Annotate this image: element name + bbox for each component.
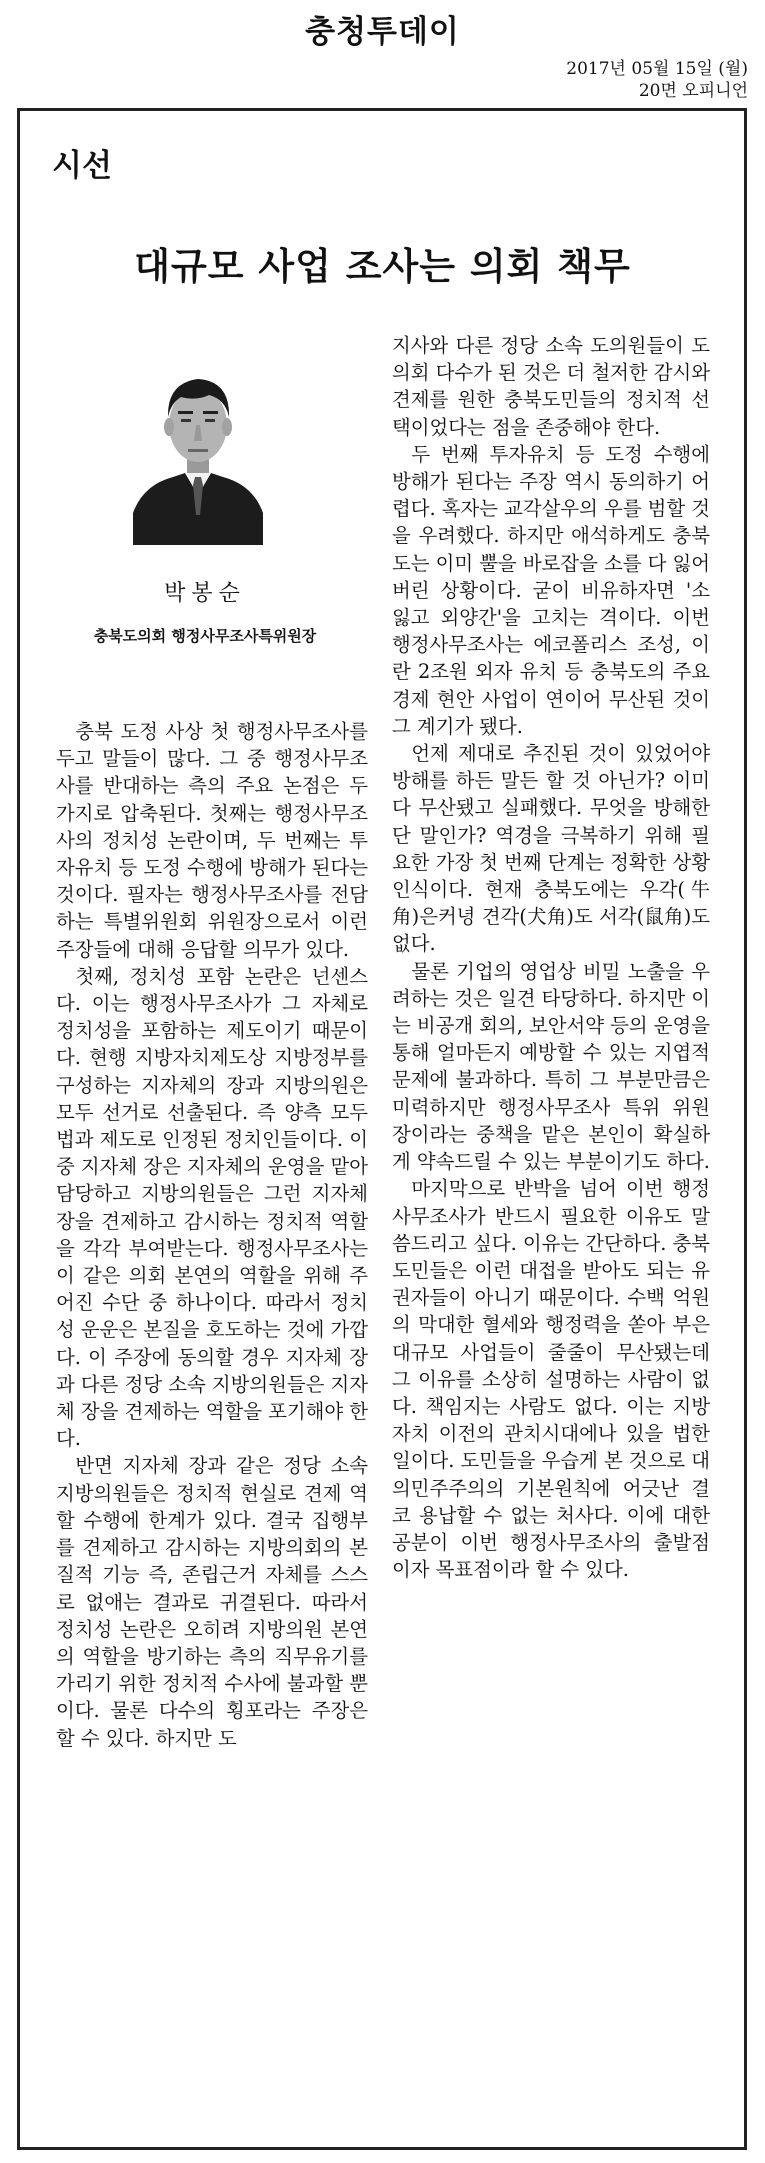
newspaper-masthead: 충청투데이 xyxy=(305,14,460,50)
portrait-image xyxy=(133,345,263,545)
publication-date: 2017년 05월 15일 (월) xyxy=(566,59,748,79)
body-paragraph: 물론 기업의 영업상 비밀 노출을 우려하는 것은 일견 타당하다. 하지만 이는 비공개 회의, 보안서약 등의 운영을 통해 얼마든지 예방할 수 있는 지엽적 문제에 불과하다. 특히 그 부분만큼은 미력하지만 행정사무조사 특위 위원장이라는 중책을 맡은 본인이 확실하게 약속드릴 수 있는 부분이기도 하다. xyxy=(392,959,710,1174)
body-paragraph: 두 번째 투자유치 등 도정 수행에 방해가 된다는 주장 역시 동의하기 어렵다. 혹자는 교각살우의 우를 범할 것을 우려했다. 하지만 애석하게도 충북도는 이미 뿔을 바로잡을 소를 다 잃어버린 상황이다. 굳이 비유하자면 '소 잃고 외양간'을 고치는 격이다. 이번 행정사무조사는 에코폴리스 조성, 이란 2조원 외자 유치 등 충북도의 주요경제 현안 사업이 연이어 무산된 것이 그 계기가 됐다. xyxy=(392,442,710,738)
body-paragraph: 마지막으로 반박을 넘어 이번 행정사무조사가 반드시 필요한 이유도 말씀드리고 싶다. 이유는 간단하다. 충북도민들은 이런 대접을 받아도 되는 유권자들이 아니기 때문이다. 수백 억원의 막대한 혈세와 행정력을 쏟아 부은 대규모 사업들이 줄줄이 무산됐는데 그 이유를 소상히 설명하는 사람이 없다. 책임지는 사람도 없다. 이는 지방자치 이전의 관치시대에나 있을 법한 일이다. 도민들을 우습게 본 것으로 대의민주주의의 기본원칙에 어긋난 결코 용납할 수 없는 처사다. 이에 대한 공분이 이번 행정사무조사의 출발점이자 목표점이라 할 수 있다. xyxy=(392,1177,710,1582)
article-body-right-column xyxy=(392,332,710,1583)
column-label: 시선 xyxy=(52,148,112,184)
author-name: 박봉순 xyxy=(164,581,246,606)
body-paragraph: 반면 지자체 장과 같은 정당 소속 지방의원들은 정치적 현실로 견제 역할 수행에 한계가 있다. 결국 집행부를 견제하고 감시하는 지방의회의 본질적 기능 즉, 존립근거 자체를 스스로 없애는 결과로 귀결된다. 따라서 정치성 논란은 오히려 지방의원 본연의 역할을 방기하는 측의 직무유기를 가리기 위한 정치적 수사에 불과할 뿐이다. 물론 다수의 횡포라는 주장은 할 수 있다. 하지만 도 xyxy=(56,1454,368,1750)
body-paragraph: 언제 제대로 추진된 것이 있었어야 방해를 하든 말든 할 것 아닌가? 이미 다 무산됐고 실패했다. 무엇을 방해한단 말인가? 역경을 극복하기 위해 필요한 가장 첫 번째 단계는 정확한 상황인식이다. 현재 충북도에는 우각(牛角)은커녕 견각(犬角)도 서각(鼠角)도 없다. xyxy=(392,742,710,956)
dateline xyxy=(566,58,748,102)
author-title: 충북도의회 행정사무조사특위원장 xyxy=(93,627,317,645)
article-headline: 대규모 사업 조사는 의회 책무 xyxy=(134,245,631,288)
body-paragraph: 충북 도정 사상 첫 행정사무조사를 두고 말들이 많다. 그 중 행정사무조사를 반대하는 측의 주요 논점은 두 가지로 압축된다. 첫째는 행정사무조사의 정치성 논란이며, 두 번째는 투자유치 등 도정 수행에 방해가 된다는 것이다. 필자는 행정사무조사를 전담하는 특별위원회 위원장으로서 이런 주장들에 대해 응답할 의무가 있다. xyxy=(56,720,368,961)
page-section: 20면 오피니언 xyxy=(638,81,748,101)
author-photo xyxy=(133,345,263,545)
body-paragraph-continued: 지사와 다른 정당 소속 도의원들이 도의회 다수가 된 것은 더 철저한 감시와 견제를 원한 충북도민들의 정치적 선택이었다는 점을 존중해야 한다. xyxy=(392,334,710,439)
body-paragraph: 첫째, 정치성 포함 논란은 넌센스다. 이는 행정사무조사가 그 자체로 정치성을 포함하는 제도이기 때문이다. 현행 지방자치제도상 지방정부를 구성하는 지자체의 장과 지방의원은 모두 선거로 선출된다. 즉 양측 모두 법과 제도로 인정된 정치인들이다. 이 중 지자체 장은 지자체의 운영을 맡아 담당하고 지방의원들은 그런 지자체 장을 견제하고 감시하는 정치적 역할을 각각 부여받는다. 행정사무조사는 이 같은 의회 본연의 역할을 위해 주어진 수단 중 하나이다. 따라서 정치성 운운은 본질을 호도하는 것에 가깝다. 이 주장에 동의할 경우 지자체 장과 다른 정당 소속 지방의원들은 지자체 장을 견제하는 역할을 포기해야 한다. xyxy=(56,964,368,1451)
article-body-left-column xyxy=(56,718,368,1752)
